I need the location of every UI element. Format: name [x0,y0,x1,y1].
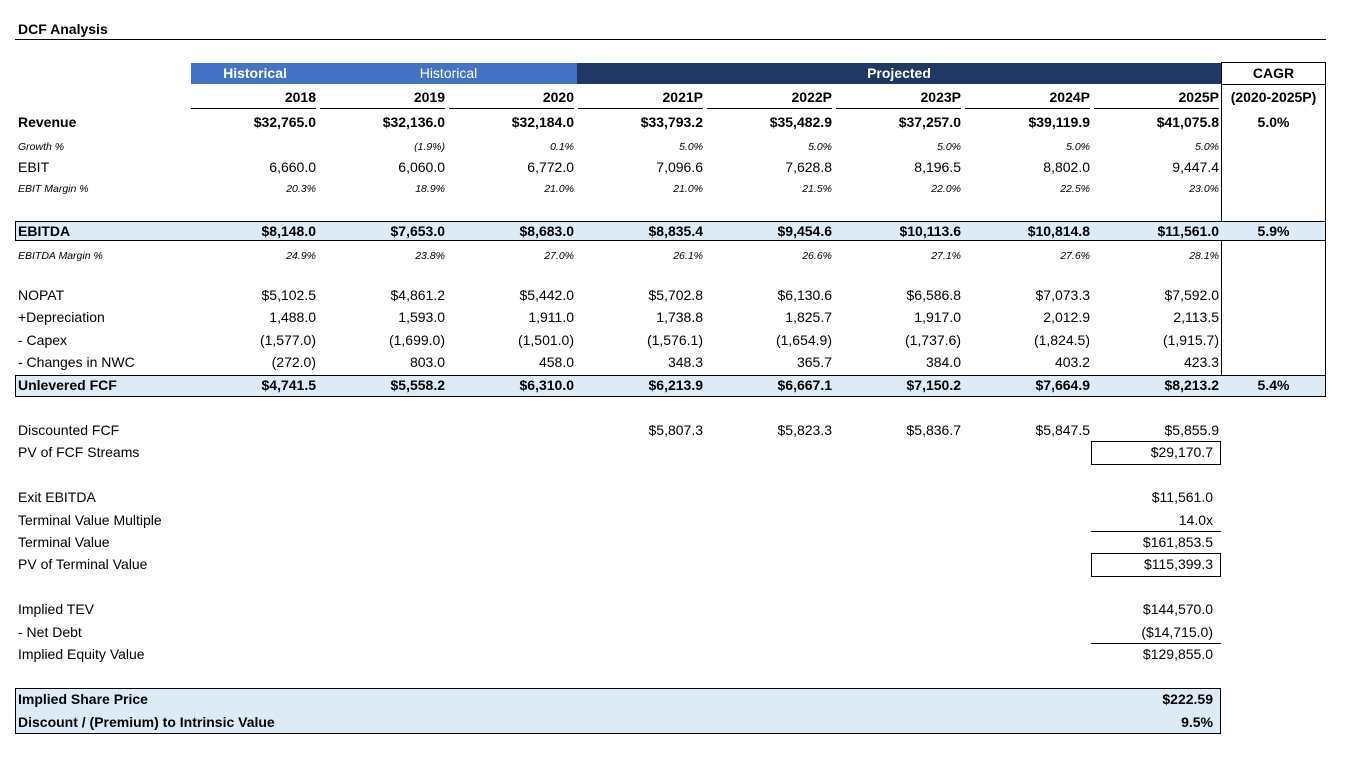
summary-value-net-debt: ($14,715.0) [1141,624,1213,640]
cell-revenue: $32,184.0 [511,114,574,130]
summary-value-exit-ebitda: $11,561.0 [1151,489,1213,505]
cell-ebit-margin: 21.5% [802,183,832,195]
tv-multiple-underline [1091,531,1221,532]
cell-ebitda-margin: 27.0% [544,250,574,262]
cell-nopat: $7,592.0 [1164,287,1219,303]
cell-ebit-margin: 23.0% [1189,183,1219,195]
summary-label-tv-multiple: Terminal Value Multiple [18,512,162,528]
cell-nopat: $6,130.6 [777,287,832,303]
cell-nopat: $5,442.0 [519,287,574,303]
cell-revenue: $39,119.9 [1028,114,1090,130]
year-header: 2022P [791,89,832,105]
cell-ebit: 6,060.0 [398,159,445,175]
cell-ebitda-margin: 27.1% [931,250,961,262]
cell-ufcf: $7,150.2 [906,377,961,393]
cell-ebitda-margin: 23.8% [415,250,445,262]
cell-depreciation: 2,113.5 [1173,309,1219,325]
cell-discounted: $5,823.3 [777,422,832,438]
row-label-nwc: - Changes in NWC [18,354,135,370]
year-header-underline [191,108,316,109]
row-label-ebitda: EBITDA [18,223,71,239]
year-header-underline [707,108,832,109]
year-header-underline [578,108,703,109]
year-header: 2020 [542,89,574,105]
year-header-underline [320,108,445,109]
summary-label-equity-value: Implied Equity Value [18,646,145,662]
cell-nopat: $4,861.2 [390,287,445,303]
cell-discounted: $5,847.5 [1035,422,1090,438]
cell-ebitda: $8,683.0 [519,223,574,239]
cell-ufcf: $6,310.0 [519,377,574,393]
summary-label-terminal-value: Terminal Value [18,534,110,550]
cell-depreciation: 1,917.0 [914,309,961,325]
cell-capex: (1,501.0) [517,332,574,348]
cell-nwc: (272.0) [271,354,316,370]
cagr-subheader: (2020-2025P) [1230,89,1317,105]
cell-revenue: $33,793.2 [640,114,703,130]
summary-value-equity-value: $129,855.0 [1142,646,1213,662]
cell-ebit: 6,660.0 [269,159,316,175]
cell-nwc: 348.3 [667,354,703,370]
cell-capex: (1,699.0) [388,332,445,348]
summary-label-pv-fcf: PV of FCF Streams [18,444,140,460]
cell-ebit-margin: 18.9% [415,183,445,195]
row-label-ufcf: Unlevered FCF [18,377,117,393]
summary-label-implied-tev: Implied TEV [18,601,94,617]
cell-ebitda: $10,113.6 [899,223,961,239]
summary-value-pv-tv: $115,399.3 [1143,556,1213,572]
cell-growth: (1.9%) [414,141,445,153]
cell-ebit: 7,096.6 [656,159,703,175]
cell-ebit-margin: 21.0% [544,183,574,195]
cell-growth: 5.0% [1066,141,1090,153]
cell-ebitda: $7,653.0 [390,223,445,239]
cell-ufcf: $8,213.2 [1164,377,1219,393]
net-debt-underline [1091,643,1221,644]
cell-capex: (1,654.9) [775,332,832,348]
cell-ebitda-margin: 24.9% [286,250,316,262]
cell-revenue: $35,482.9 [769,114,832,130]
cell-nopat: $5,102.5 [261,287,316,303]
cell-discounted: $5,855.9 [1164,422,1219,438]
cell-ebitda-margin: 27.6% [1060,250,1090,262]
row-label-capex: - Capex [18,332,68,348]
cell-growth: 5.0% [679,141,703,153]
row-label-ebitda-margin: EBITDA Margin % [18,250,103,262]
cell-nopat: $7,073.3 [1035,287,1090,303]
projected-header: Projected [867,65,931,81]
cell-nwc: 803.0 [409,354,445,370]
year-header-underline [965,108,1090,109]
summary-value-terminal-value: $161,853.5 [1142,534,1213,550]
cell-nopat: $5,702.8 [648,287,703,303]
pv-tv-box [1091,553,1221,577]
row-label-revenue: Revenue [18,114,77,130]
cell-ebit-margin: 20.3% [286,183,316,195]
cell-ebit-margin: 21.0% [673,183,703,195]
cell-ebit: 8,802.0 [1043,159,1090,175]
summary-value-tv-multiple: 14.0x [1178,512,1213,528]
year-header-underline [836,108,961,109]
cagr-revenue: 5.0% [1257,114,1290,130]
cell-depreciation: 1,488.0 [269,309,316,325]
year-header: 2023P [920,89,961,105]
cell-ebitda: $9,454.6 [777,223,832,239]
cell-capex: (1,824.5) [1033,332,1090,348]
cell-ebitda: $8,835.4 [648,223,703,239]
share-price-value: $222.59 [1162,691,1213,707]
cell-depreciation: 1,911.0 [528,309,574,325]
year-header: 2025P [1178,89,1219,105]
cell-ebit-margin: 22.0% [931,183,961,195]
cell-ebit: 7,628.8 [785,159,832,175]
cell-depreciation: 1,593.0 [398,309,445,325]
year-header: 2018 [284,89,316,105]
cagr-ufcf: 5.4% [1257,377,1290,393]
historical-header-b: Historical [419,65,478,81]
discount-value: 9.5% [1181,714,1213,730]
cell-ufcf: $6,667.1 [777,377,832,393]
year-header: 2021P [662,89,703,105]
cell-nwc: 403.2 [1054,354,1090,370]
cell-nopat: $6,586.8 [906,287,961,303]
cell-depreciation: 2,012.9 [1043,309,1090,325]
cell-capex: (1,737.6) [904,332,961,348]
cell-capex: (1,915.7) [1162,332,1219,348]
cell-ebit: 8,196.5 [914,159,961,175]
year-header-underline [449,108,574,109]
title-underline [15,39,1326,40]
row-label-nopat: NOPAT [18,287,65,303]
cell-revenue: $37,257.0 [898,114,961,130]
summary-label-exit-ebitda: Exit EBITDA [18,489,96,505]
summary-label-pv-tv: PV of Terminal Value [18,556,148,572]
cell-ebit: 9,447.4 [1172,159,1219,175]
cell-ufcf: $7,664.9 [1035,377,1090,393]
cell-ebitda: $8,148.0 [261,223,316,239]
historical-header-a: Historical [223,65,287,81]
cell-growth: 5.0% [937,141,961,153]
cell-discounted: $5,836.7 [906,422,961,438]
cell-growth: 0.1% [550,141,574,153]
row-label-ebit: EBIT [18,159,50,175]
cell-ufcf: $4,741.5 [261,377,316,393]
cell-ufcf: $5,558.2 [390,377,445,393]
cell-growth: 5.0% [1195,141,1219,153]
cagr-header: CAGR [1252,65,1295,81]
cell-growth: 5.0% [808,141,832,153]
cell-nwc: 423.3 [1183,354,1219,370]
discount-label: Discount / (Premium) to Intrinsic Value [18,714,275,730]
year-header-underline [1094,108,1219,109]
summary-label-net-debt: - Net Debt [18,624,82,640]
cell-nwc: 458.0 [538,354,574,370]
row-label-ebit-margin: EBIT Margin % [18,183,89,195]
cell-ebitda: $11,561.0 [1157,223,1219,239]
summary-value-pv-fcf: $29,170.7 [1150,444,1213,460]
cell-ebit: 6,772.0 [527,159,574,175]
row-label-discounted: Discounted FCF [18,422,120,438]
cell-ebitda: $10,814.8 [1027,223,1090,239]
cell-revenue: $32,136.0 [382,114,445,130]
cagr-header-line [1221,84,1326,85]
cell-ebitda-margin: 26.6% [802,250,832,262]
cell-capex: (1,576.1) [646,332,703,348]
cell-revenue: $41,075.8 [1156,114,1219,130]
cagr-ebitda: 5.9% [1257,223,1290,239]
cell-nwc: 365.7 [796,354,832,370]
summary-value-implied-tev: $144,570.0 [1142,601,1213,617]
cell-revenue: $32,765.0 [253,114,316,130]
row-label-growth: Growth % [18,141,65,153]
share-price-label: Implied Share Price [18,691,148,707]
cell-ebitda-margin: 28.1% [1189,250,1219,262]
cell-capex: (1,577.0) [259,332,316,348]
cell-ebit-margin: 22.5% [1060,183,1090,195]
cell-ebitda-margin: 26.1% [673,250,703,262]
cell-depreciation: 1,825.7 [785,309,832,325]
page-title: DCF Analysis [18,21,108,37]
cell-ufcf: $6,213.9 [648,377,703,393]
cell-nwc: 384.0 [925,354,961,370]
cell-depreciation: 1,738.8 [656,309,703,325]
row-label-depreciation: +Depreciation [18,309,105,325]
pv-fcf-box [1091,441,1221,465]
cell-discounted: $5,807.3 [648,422,703,438]
year-header: 2024P [1049,89,1090,105]
year-header: 2019 [413,89,445,105]
